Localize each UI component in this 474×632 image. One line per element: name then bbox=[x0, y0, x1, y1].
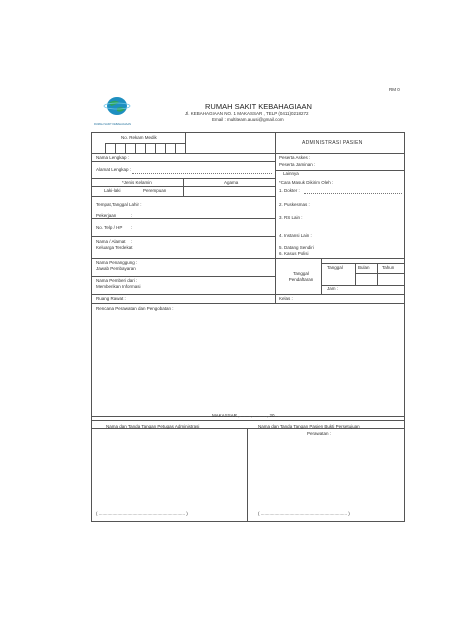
perempuan-option[interactable]: Perempuan bbox=[143, 188, 167, 193]
logo-caption: RUMAH SAKIT KEBAHAGIAAN bbox=[94, 123, 131, 126]
ruang-rawat-label: Ruang Rawat : bbox=[96, 296, 126, 301]
laki-laki-option[interactable]: Laki-laki bbox=[104, 188, 121, 193]
nama-alamat-label: Nama / Alamat bbox=[96, 239, 126, 244]
keluarga-terdekat-label: Keluarga Terdekat bbox=[96, 245, 133, 250]
datang-sendiri-label: 5. Datang Sendiri bbox=[279, 245, 314, 250]
hospital-name: RUMAH SAKIT KEBAHAGIAAN bbox=[205, 102, 312, 111]
kelas-label: Kelas : bbox=[279, 296, 293, 301]
makassar-date: MAKASSAR , ....... , .......... , 20... bbox=[212, 413, 279, 418]
globe-icon bbox=[102, 96, 132, 122]
colon: : bbox=[131, 225, 133, 230]
jam-label: Jam : bbox=[327, 286, 339, 291]
puskesmas-label: 2. Puskesmas : bbox=[279, 202, 310, 207]
memberikan-informasi-label: Memberikan Informasi bbox=[96, 284, 141, 289]
nama-penanggung-label: Nama Penanggung : bbox=[96, 260, 138, 265]
tempat-tanggal-lahir-label: Tempat,Tanggal Lahir : bbox=[96, 202, 142, 207]
tanggal-pendaftaran-label: Tanggal Pendaftaran bbox=[288, 271, 314, 282]
jawab-pembayaran-label: Jawab Pembayaran bbox=[96, 266, 136, 271]
peserta-jaminan-label: Peserta Jaminan : bbox=[279, 162, 316, 167]
peserta-askes-label: Peserta Askes : bbox=[279, 155, 311, 160]
form-code: RM 0 bbox=[389, 87, 400, 92]
hospital-address: Jl. KEBAHAGIAAN NO. 1 MAKASSAR , TELP (0411)0218272 bbox=[185, 111, 309, 116]
tanggal-col-label: Tanggal bbox=[327, 265, 343, 270]
cara-masuk-label: *Cara Masuk Dikirim Oleh : bbox=[279, 180, 334, 185]
nama-pemberi-label: Nama Pemberi dari : bbox=[96, 278, 138, 283]
rs-lain-label: 3. RS Lain : bbox=[279, 215, 303, 220]
form-title: ADMINISTRASI PASIEN bbox=[302, 140, 363, 146]
pekerjaan-label: Pekerjaan bbox=[96, 213, 117, 218]
colon: : bbox=[131, 239, 133, 244]
ttd-petugas-bracket: ( ..................................................................... ) bbox=[96, 511, 188, 516]
form-frame bbox=[91, 132, 405, 522]
tahun-col-label: Tahun bbox=[382, 265, 395, 270]
hospital-email: Email : multiteam.auusi@gmail.com bbox=[212, 117, 284, 122]
ttd-pasien-label-1: Nama dan Tanda Tangan Pasien Bukti Persetujuan bbox=[258, 424, 360, 429]
dokter-label: 1. Dokter : bbox=[279, 188, 300, 193]
no-rekam-medik-label: No. Rekam Medik bbox=[121, 135, 157, 140]
lainnya-label: Lainnya bbox=[283, 171, 299, 176]
bulan-col-label: Bulan bbox=[358, 265, 370, 270]
ttd-petugas-label: Nama dan Tanda Tangan Petugas Administrasi bbox=[106, 424, 200, 429]
kasus-polisi-label: 6. Kasus Polisi bbox=[279, 251, 309, 256]
agama-label: Agama bbox=[224, 180, 239, 185]
rencana-label: Rencana Perawatan dan Pengobatan : bbox=[96, 306, 174, 311]
instansi-lain-label: 4. Instansi Lain : bbox=[279, 233, 312, 238]
ttd-pasien-label-2: Perawatan : bbox=[307, 431, 332, 436]
hospital-logo bbox=[102, 96, 132, 122]
jenis-kelamin-label: *Jenis Kelamin bbox=[122, 180, 152, 185]
colon: : bbox=[131, 213, 133, 218]
ttd-pasien-bracket: ( ..................................................................... ) bbox=[258, 511, 350, 516]
nama-lengkap-label: Nama Lengkap : bbox=[96, 155, 130, 160]
no-telp-label: No. Telp / HP bbox=[96, 225, 123, 230]
alamat-lengkap-label: Alamat Lengkap : bbox=[96, 167, 132, 172]
